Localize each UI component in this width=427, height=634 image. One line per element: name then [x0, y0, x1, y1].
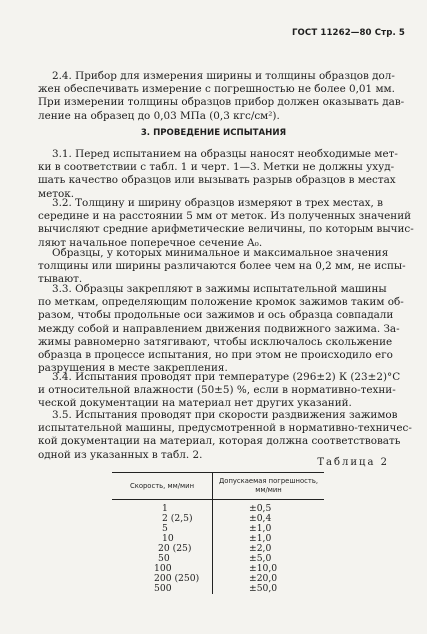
speed-cell: 5 [112, 524, 213, 534]
text-line: 2.4. Прибор для измерения ширины и толщины образцов дол- [52, 70, 395, 82]
text-line: 3.1. Перед испытанием на образцы наносят необходимые мет- [52, 148, 398, 160]
text-line: толщины или ширины различаются более чем на 0,2 мм, не испы- [38, 260, 406, 273]
text-line: 3.4. Испытания проводят при температуре (296±2) К (23±2)°С [52, 371, 401, 383]
text-line: образца в процессе испытания, но при этом не происходило его [38, 349, 393, 362]
text-line: кой документации на материал, которая должна соответствовать [38, 435, 401, 448]
speed-cell: 50 [112, 554, 213, 564]
error-cell: ±1,0 [249, 523, 272, 534]
text-line: При измерении толщины образцов прибор должен оказывать дав- [38, 96, 405, 109]
table-row [112, 500, 324, 515]
error-cell: ±0,5 [249, 503, 272, 514]
table-row [112, 574, 324, 584]
paragraph-3-3 [38, 283, 404, 375]
table-row [112, 554, 324, 564]
error-cell: ±1,0 [249, 533, 272, 544]
table-caption: Таблица 2 [317, 457, 389, 468]
error-cell: ±10,0 [249, 563, 278, 574]
table-row [112, 564, 324, 574]
text-line: ческой документации на материал нет других указаний. [38, 397, 352, 410]
paragraph-3-5 [38, 409, 412, 462]
text-line: вычисляют средние арифметические величины, по которым вычис- [38, 223, 414, 236]
table-row [112, 514, 324, 524]
speed-cell: 1 [112, 500, 213, 515]
error-cell: ±50,0 [249, 583, 278, 594]
text-line: жен обеспечивать измерение с погрешностью не более 0,01 мм. [38, 83, 395, 96]
paragraph-3-2 [38, 197, 414, 250]
paragraph-3-2-cont [38, 247, 406, 287]
error-cell: ±5,0 [249, 553, 272, 564]
text-line: испытательной машины, предусмотренной в нормативно-техничес- [38, 422, 412, 435]
column-header-speed: Скорость, мм/мин [112, 473, 213, 500]
text-line: тывают. [38, 273, 83, 286]
text-line: ляют начальное поперечное сечение A₀. [38, 236, 263, 249]
text-line: середине и на расстоянии 5 мм от меток. Из полученных значений [38, 210, 412, 223]
text-line: одной из указанных в табл. 2. [38, 448, 203, 461]
text-line: Образцы, у которых минимальное и максимальное значения [52, 247, 389, 259]
text-line: разрушения в месте закрепления. [38, 362, 228, 375]
text-line: и относительной влажности (50±5) %, если в нормативно-техни- [38, 384, 396, 397]
table-header-row [112, 473, 324, 500]
text-line: шать качество образцов или вызывать разрыв образцов в местах [38, 174, 396, 187]
text-line: меток. [38, 187, 75, 200]
speed-cell: 500 [112, 584, 213, 594]
error-cell: ±20,0 [249, 573, 278, 584]
text-line: по меткам, определяющим положение кромок зажимов таким об- [38, 296, 404, 309]
speed-cell: 20 (25) [112, 544, 213, 554]
text-line: 3.5. Испытания проводят при скорости раздвижения зажимов [52, 409, 398, 421]
paragraph-2-4 [38, 70, 405, 123]
text-line: 3.2. Толщину и ширину образцов измеряют в трех местах, в [52, 197, 383, 209]
speed-cell: 200 (250) [112, 574, 213, 584]
text-line: ление на образец до 0,03 МПа (0,3 кгс/см²). [38, 109, 280, 122]
error-cell: ±2,0 [249, 543, 272, 554]
speed-cell: 2 (2,5) [112, 514, 213, 524]
page-header: ГОСТ 11262—80 Стр. 5 [291, 28, 405, 38]
text-line: ки в соответствии с табл. 1 и черт. 1—3. Метки не должны ухуд- [38, 161, 395, 174]
speed-cell: 100 [112, 564, 213, 574]
text-line: 3.3. Образцы закрепляют в зажимы испытательной машины [52, 283, 387, 295]
text-line: разом, чтобы продольные оси зажимов и ось образца совпадали [38, 309, 394, 322]
error-cell: ±0,4 [249, 513, 272, 524]
text-line: жимы равномерно затягивают, чтобы исключалось скольжение [38, 335, 393, 348]
table-row [112, 544, 324, 554]
section-title: 3. ПРОВЕДЕНИЕ ИСПЫТАНИЯ [140, 128, 287, 138]
table-row [112, 524, 324, 534]
paragraph-3-4 [38, 371, 401, 411]
column-header-error: Допускаемая погрешность, мм/мин [213, 473, 325, 500]
speed-table [112, 472, 324, 594]
speed-cell: 10 [112, 534, 213, 544]
table-row [112, 584, 324, 594]
paragraph-3-1 [38, 148, 398, 201]
table-row [112, 534, 324, 544]
text-line: между собой и направлением движения подвижного зажима. За- [38, 322, 400, 335]
